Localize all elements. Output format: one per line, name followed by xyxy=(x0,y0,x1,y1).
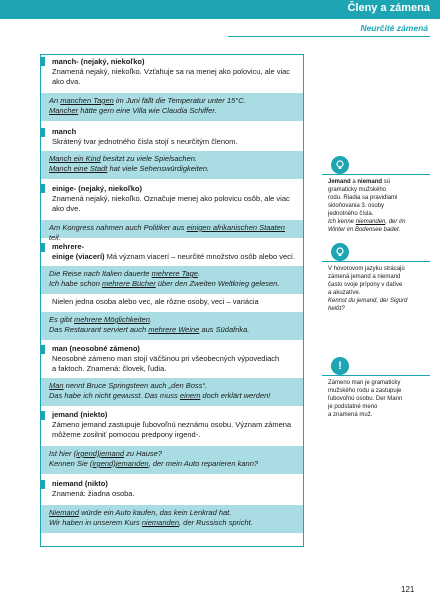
example-underlined: einigen afrikanischen Staaten xyxy=(186,223,285,232)
example-text: aus Südafrika. xyxy=(199,325,250,334)
entry-desc: Skrátený tvar jednotného čísla stojí s neurčitým členom. xyxy=(52,137,238,146)
example-text: teil. xyxy=(49,233,61,242)
entry-mehrere xyxy=(41,242,303,262)
entry-desc: Znamená nejaký, niekoľko. Označuje menej ako polovicu osôb, ale viac xyxy=(52,194,290,203)
example-underlined: mehrere Möglichkeiten xyxy=(74,315,150,324)
example-text: über den Zweiten Weltkrieg gelesen. xyxy=(155,279,280,288)
section-subtitle: Neurčité zámená xyxy=(228,23,430,37)
entry-manch-nejaky xyxy=(41,57,303,87)
example-underlined: einem xyxy=(179,391,201,400)
example-text: doch erklärt werden! xyxy=(200,391,271,400)
note-text: Zámeno man je gramaticky xyxy=(328,380,401,386)
example-underlined: Niemand xyxy=(49,508,80,517)
note-text: , der im xyxy=(385,219,406,225)
example-box xyxy=(41,378,303,406)
entry-niemand xyxy=(41,479,303,499)
entry-desc: Znamená: žiadna osoba. xyxy=(52,489,135,498)
example-underlined: Man xyxy=(49,381,64,390)
exclamation-icon: ! xyxy=(331,357,349,375)
example-text: zu Hause? xyxy=(124,449,162,458)
entry-desc: Má význam viacerí – neurčité množstvo osôb alebo vecí. xyxy=(104,252,296,261)
example-underlined: (irgend)jemanden xyxy=(89,459,149,468)
lightbulb-icon xyxy=(331,156,349,174)
note-text: jednotného čísla. xyxy=(328,211,374,217)
entry-desc: ako dva. xyxy=(52,77,81,86)
entry-term: einige (viacerí) xyxy=(52,252,105,261)
example-text: Es gibt xyxy=(49,315,75,324)
example-text: Das Restaurant serviert auch xyxy=(49,325,149,334)
example-text: Die Reise nach Italien dauerte xyxy=(49,269,152,278)
example-underlined: mehrere Weine xyxy=(148,325,200,334)
example-text: Am Kongress nahmen auch Politiker aus xyxy=(49,223,187,232)
note-text: sú xyxy=(382,179,391,185)
note-text: skloňovania 3. osoby xyxy=(328,203,385,209)
example-text: besitzt zu viele Spielsachen. xyxy=(100,154,198,163)
entry-term: man (neosobné zámeno) xyxy=(52,344,140,353)
entry-einige xyxy=(41,184,303,214)
example-text: , der Russisch spricht. xyxy=(179,518,253,527)
note-divider xyxy=(322,174,430,175)
side-note-colloquial xyxy=(328,265,428,313)
example-text: würde ein Auto kaufen, das kein Lenkrad hat. xyxy=(79,508,232,517)
note-divider xyxy=(322,261,430,262)
note-text: V hovorovom jazyku strácajú xyxy=(328,266,405,272)
header-bar xyxy=(0,0,440,19)
note-text: často svoje prípony v datíve xyxy=(328,282,403,288)
example-underlined: Manch ein Kind xyxy=(49,154,101,163)
example-text: . xyxy=(149,315,152,324)
example-underlined: niemanden xyxy=(141,518,180,527)
note-text: mužského rodu a zastupuje xyxy=(328,388,402,394)
lightbulb-icon xyxy=(331,243,349,261)
note-text: niemanden xyxy=(355,219,386,225)
note-text: zámená jemand a niemand xyxy=(328,274,401,280)
entry-desc: Neosobné zámeno man stojí väčšinou pri všeobecných výpovediach xyxy=(52,354,280,363)
example-box xyxy=(41,446,303,474)
page-number: 121 xyxy=(401,585,415,594)
example-text: Wir haben in unserem Kurs xyxy=(49,518,142,527)
example-underlined: manchen Tagen xyxy=(60,96,114,105)
entry-manch xyxy=(41,127,303,147)
entry-term: mehrere- xyxy=(52,242,85,251)
example-box xyxy=(41,505,303,533)
entry-desc: Znamená nejaký, niekoľko. Vzťahuje sa na menej ako polovicu, ale viac xyxy=(52,67,291,76)
entry-desc: ako dve. xyxy=(52,204,81,213)
example-underlined: Mancher xyxy=(49,106,79,115)
note-text: Kennst du jemand, der Sigurd xyxy=(328,298,408,304)
entry-man xyxy=(41,344,303,374)
example-text: . xyxy=(197,269,201,278)
entry-jemand xyxy=(41,410,303,440)
example-text: nennt Bruce Springsteen auch „den Boss“. xyxy=(63,381,208,390)
note-divider xyxy=(322,375,430,376)
note-text: ľubovoľnú osobu. Der Mann xyxy=(328,396,403,402)
note-text: a akuzatíve. xyxy=(328,290,361,296)
note-text: gramaticky mužského xyxy=(328,187,387,193)
example-text: , der mein Auto reparieren kann? xyxy=(148,459,259,468)
entry-mehrere-variation xyxy=(41,297,303,307)
side-note-jemand xyxy=(328,178,428,234)
note-text: Jemand xyxy=(328,179,351,185)
example-box xyxy=(41,220,303,242)
note-text: rodu. Riadia sa pravidlami xyxy=(328,195,398,201)
note-text: Winter im Bodensee badet. xyxy=(328,227,401,233)
example-underlined: (irgend)jemand xyxy=(73,449,125,458)
example-text: Ich habe schon xyxy=(49,279,102,288)
entry-term: einige- (nejaký, niekoľko) xyxy=(52,184,142,193)
example-underlined: Manch eine Stadt xyxy=(49,164,108,173)
example-box xyxy=(41,151,303,179)
note-text: niemand xyxy=(357,179,383,185)
example-text: im Juni fällt die Temperatur unter 15°C. xyxy=(113,96,246,105)
example-text: hat viele Sehenswürdigkeiten. xyxy=(107,164,210,173)
example-text: An xyxy=(49,96,61,105)
example-text: Das habe ich nicht gewusst. Das muss xyxy=(49,391,180,400)
example-box xyxy=(41,93,303,121)
example-underlined: mehrere Tage xyxy=(151,269,198,278)
example-underlined: mehrere Bücher xyxy=(101,279,156,288)
entry-term: niemand (nikto) xyxy=(52,479,108,488)
example-text: Kennen Sie xyxy=(49,459,90,468)
note-text: heißt? xyxy=(328,306,345,312)
note-text: Ich kenne xyxy=(328,219,356,225)
entry-term: manch- (nejaký, niekoľko) xyxy=(52,57,145,66)
note-text: a znamená muž. xyxy=(328,412,373,418)
entry-desc: Nielen jedna osoba alebo vec, ale rôzne osoby, veci – variácia xyxy=(52,297,259,306)
note-text: je podstatné meno xyxy=(328,404,378,410)
example-text: hätte gern eine Villa wie Claudia Schiffer. xyxy=(78,106,217,115)
example-box xyxy=(41,266,303,294)
entry-desc: a faktoch. Znamená: človek, ľudia. xyxy=(52,364,167,373)
entry-desc: môžeme zosilniť pomocou predpony irgend-. xyxy=(52,430,201,439)
example-box xyxy=(41,312,303,340)
entry-term: jemand (niekto) xyxy=(52,410,108,419)
note-text: a xyxy=(350,179,358,185)
entry-term: manch xyxy=(52,127,77,136)
chapter-title: Členy a zámena xyxy=(347,2,430,14)
side-note-man xyxy=(328,379,428,419)
example-text: Ist hier xyxy=(49,449,74,458)
entry-desc: Zámeno jemand zastupuje ľubovoľnú neznámu osobu. Význam zámena xyxy=(52,420,292,429)
